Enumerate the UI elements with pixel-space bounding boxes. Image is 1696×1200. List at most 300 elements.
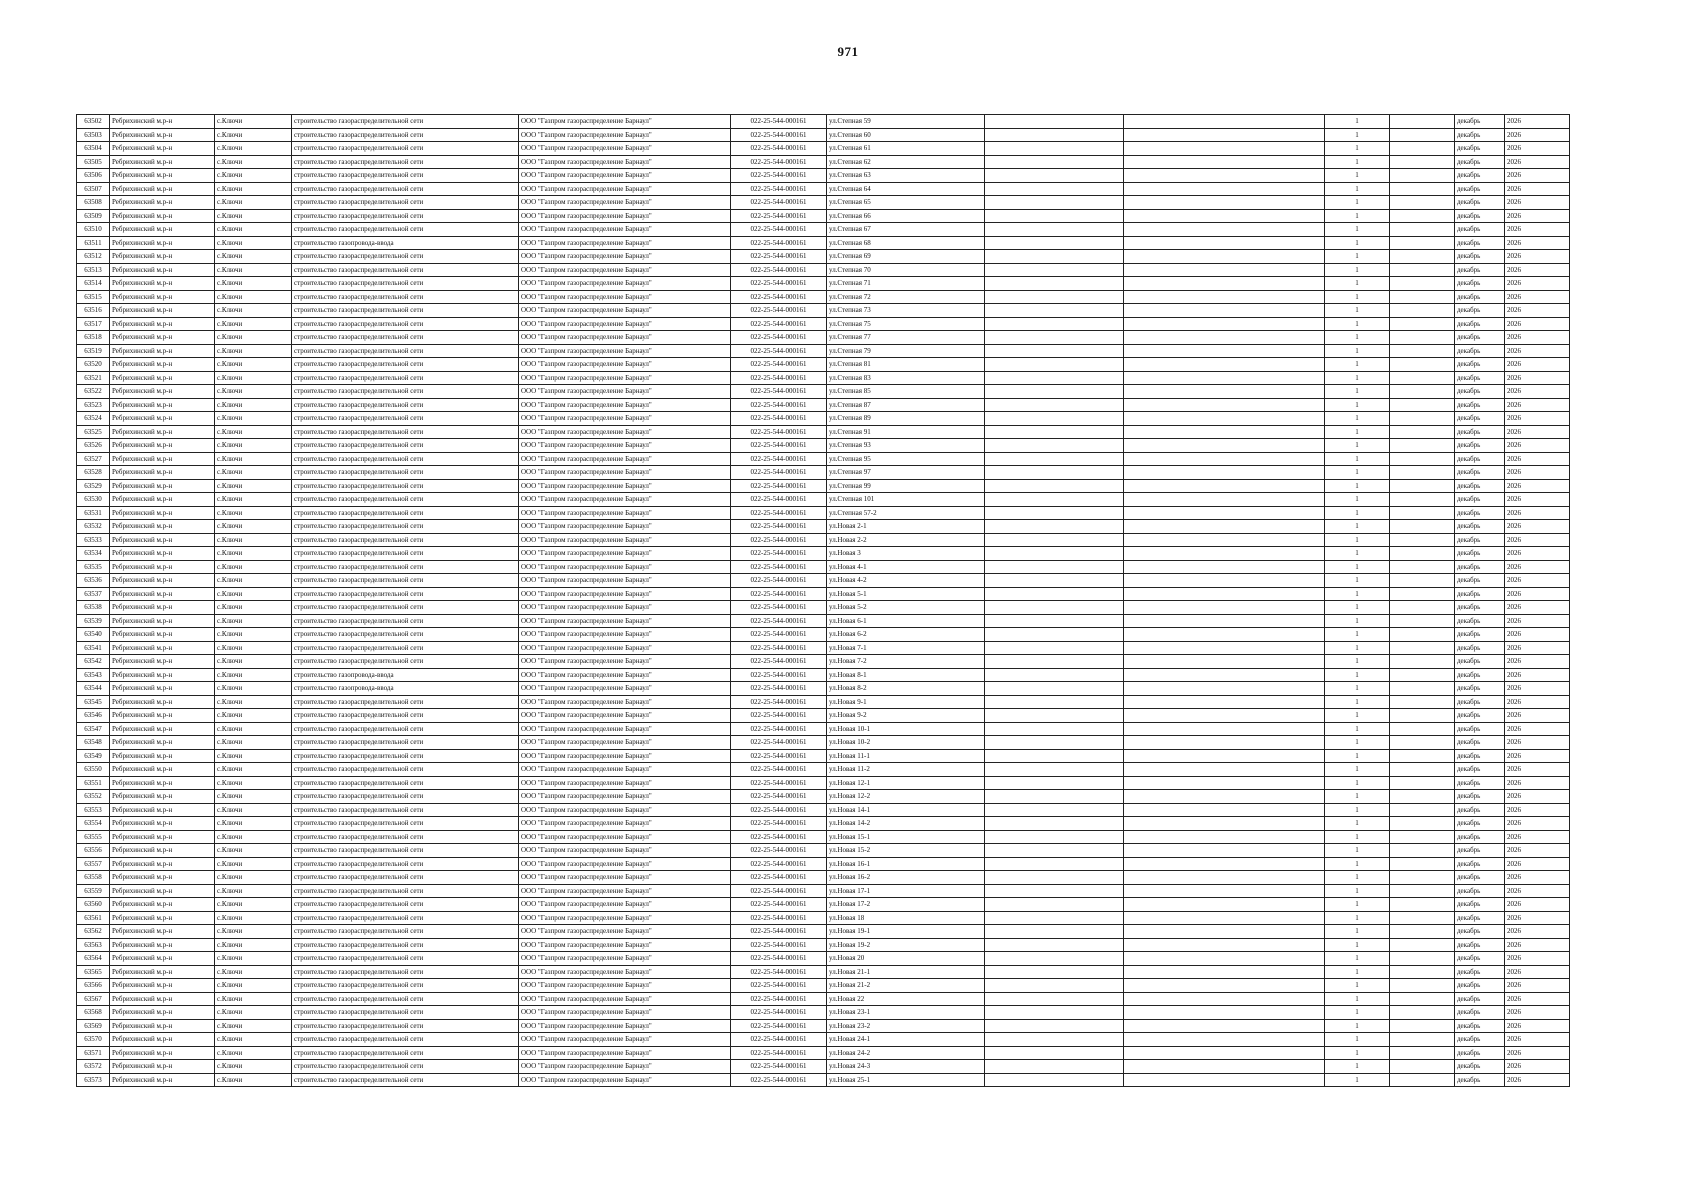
address-cell: ул.Новая 4-2 xyxy=(827,574,985,588)
organization-cell: ООО "Газпром газораспределение Барнаул" xyxy=(519,452,731,466)
empty-cell xyxy=(1124,1060,1325,1074)
quantity-cell: 1 xyxy=(1325,911,1390,925)
row-number-cell: 63553 xyxy=(77,803,110,817)
organization-cell: ООО "Газпром газораспределение Барнаул" xyxy=(519,439,731,453)
work-type-cell: строительство газораспределительной сети xyxy=(292,965,519,979)
month-cell: декабрь xyxy=(1455,479,1505,493)
code-cell: 022-25-544-000161 xyxy=(731,317,827,331)
empty-cell xyxy=(1124,574,1325,588)
table-row xyxy=(77,601,1570,615)
district-cell: Ребрихинский м.р-н xyxy=(110,641,215,655)
empty-cell xyxy=(1124,803,1325,817)
organization-cell: ООО "Газпром газораспределение Барнаул" xyxy=(519,830,731,844)
empty-cell xyxy=(985,344,1124,358)
work-type-cell: строительство газораспределительной сети xyxy=(292,763,519,777)
district-cell: Ребрихинский м.р-н xyxy=(110,992,215,1006)
quantity-cell: 1 xyxy=(1325,506,1390,520)
organization-cell: ООО "Газпром газораспределение Барнаул" xyxy=(519,209,731,223)
empty-cell xyxy=(1124,695,1325,709)
empty-cell xyxy=(1124,560,1325,574)
empty-cell xyxy=(1124,290,1325,304)
row-number-cell: 63531 xyxy=(77,506,110,520)
organization-cell: ООО "Газпром газораспределение Барнаул" xyxy=(519,628,731,642)
empty-cell xyxy=(1390,857,1455,871)
address-cell: ул.Степная 62 xyxy=(827,155,985,169)
district-cell: Ребрихинский м.р-н xyxy=(110,466,215,480)
district-cell: Ребрихинский м.р-н xyxy=(110,371,215,385)
row-number-cell: 63535 xyxy=(77,560,110,574)
empty-cell xyxy=(985,142,1124,156)
empty-cell xyxy=(1124,223,1325,237)
table-row xyxy=(77,466,1570,480)
quantity-cell: 1 xyxy=(1325,196,1390,210)
address-cell: ул.Степная 95 xyxy=(827,452,985,466)
row-number-cell: 63568 xyxy=(77,1006,110,1020)
empty-cell xyxy=(1390,911,1455,925)
settlement-cell: с.Ключи xyxy=(215,749,292,763)
year-cell: 2026 xyxy=(1505,695,1570,709)
code-cell: 022-25-544-000161 xyxy=(731,722,827,736)
empty-cell xyxy=(1124,412,1325,426)
address-cell: ул.Новая 14-1 xyxy=(827,803,985,817)
empty-cell xyxy=(985,628,1124,642)
empty-cell xyxy=(985,236,1124,250)
quantity-cell: 1 xyxy=(1325,668,1390,682)
settlement-cell: с.Ключи xyxy=(215,709,292,723)
work-type-cell: строительство газораспределительной сети xyxy=(292,155,519,169)
row-number-cell: 63528 xyxy=(77,466,110,480)
address-cell: ул.Степная 97 xyxy=(827,466,985,480)
table-row xyxy=(77,776,1570,790)
settlement-cell: с.Ключи xyxy=(215,452,292,466)
organization-cell: ООО "Газпром газораспределение Барнаул" xyxy=(519,979,731,993)
address-cell: ул.Новая 12-2 xyxy=(827,790,985,804)
month-cell: декабрь xyxy=(1455,763,1505,777)
month-cell: декабрь xyxy=(1455,844,1505,858)
address-cell: ул.Новая 16-2 xyxy=(827,871,985,885)
address-cell: ул.Степная 81 xyxy=(827,358,985,372)
work-type-cell: строительство газораспределительной сети xyxy=(292,844,519,858)
empty-cell xyxy=(1390,709,1455,723)
address-cell: ул.Новая 10-1 xyxy=(827,722,985,736)
settlement-cell: с.Ключи xyxy=(215,547,292,561)
empty-cell xyxy=(985,493,1124,507)
district-cell: Ребрихинский м.р-н xyxy=(110,898,215,912)
registry-rows xyxy=(77,115,1570,1087)
year-cell: 2026 xyxy=(1505,452,1570,466)
row-number-cell: 63512 xyxy=(77,250,110,264)
empty-cell xyxy=(985,277,1124,291)
empty-cell xyxy=(985,439,1124,453)
row-number-cell: 63538 xyxy=(77,601,110,615)
empty-cell xyxy=(1390,641,1455,655)
empty-cell xyxy=(1390,479,1455,493)
empty-cell xyxy=(985,898,1124,912)
settlement-cell: с.Ключи xyxy=(215,844,292,858)
empty-cell xyxy=(1390,952,1455,966)
quantity-cell: 1 xyxy=(1325,979,1390,993)
empty-cell xyxy=(1124,439,1325,453)
organization-cell: ООО "Газпром газораспределение Барнаул" xyxy=(519,317,731,331)
year-cell: 2026 xyxy=(1505,830,1570,844)
year-cell: 2026 xyxy=(1505,749,1570,763)
district-cell: Ребрихинский м.р-н xyxy=(110,398,215,412)
year-cell: 2026 xyxy=(1505,992,1570,1006)
month-cell: декабрь xyxy=(1455,641,1505,655)
code-cell: 022-25-544-000161 xyxy=(731,857,827,871)
year-cell: 2026 xyxy=(1505,358,1570,372)
settlement-cell: с.Ключи xyxy=(215,695,292,709)
work-type-cell: строительство газораспределительной сети xyxy=(292,1060,519,1074)
year-cell: 2026 xyxy=(1505,466,1570,480)
address-cell: ул.Новая 7-2 xyxy=(827,655,985,669)
address-cell: ул.Степная 61 xyxy=(827,142,985,156)
settlement-cell: с.Ключи xyxy=(215,1073,292,1087)
month-cell: декабрь xyxy=(1455,1046,1505,1060)
settlement-cell: с.Ключи xyxy=(215,304,292,318)
empty-cell xyxy=(985,412,1124,426)
code-cell: 022-25-544-000161 xyxy=(731,385,827,399)
month-cell: декабрь xyxy=(1455,142,1505,156)
district-cell: Ребрихинский м.р-н xyxy=(110,655,215,669)
address-cell: ул.Степная 73 xyxy=(827,304,985,318)
organization-cell: ООО "Газпром газораспределение Барнаул" xyxy=(519,304,731,318)
organization-cell: ООО "Газпром газораспределение Барнаул" xyxy=(519,277,731,291)
month-cell: декабрь xyxy=(1455,223,1505,237)
empty-cell xyxy=(1124,1046,1325,1060)
district-cell: Ребрихинский м.р-н xyxy=(110,884,215,898)
year-cell: 2026 xyxy=(1505,898,1570,912)
quantity-cell: 1 xyxy=(1325,992,1390,1006)
year-cell: 2026 xyxy=(1505,223,1570,237)
empty-cell xyxy=(1124,317,1325,331)
empty-cell xyxy=(1124,344,1325,358)
district-cell: Ребрихинский м.р-н xyxy=(110,911,215,925)
row-number-cell: 63566 xyxy=(77,979,110,993)
row-number-cell: 63556 xyxy=(77,844,110,858)
row-number-cell: 63546 xyxy=(77,709,110,723)
empty-cell xyxy=(1390,358,1455,372)
address-cell: ул.Новая 9-1 xyxy=(827,695,985,709)
address-cell: ул.Степная 101 xyxy=(827,493,985,507)
month-cell: декабрь xyxy=(1455,1006,1505,1020)
code-cell: 022-25-544-000161 xyxy=(731,965,827,979)
work-type-cell: строительство газораспределительной сети xyxy=(292,884,519,898)
month-cell: декабрь xyxy=(1455,614,1505,628)
empty-cell xyxy=(1390,587,1455,601)
organization-cell: ООО "Газпром газораспределение Барнаул" xyxy=(519,1060,731,1074)
quantity-cell: 1 xyxy=(1325,763,1390,777)
work-type-cell: строительство газораспределительной сети xyxy=(292,344,519,358)
year-cell: 2026 xyxy=(1505,817,1570,831)
quantity-cell: 1 xyxy=(1325,560,1390,574)
code-cell: 022-25-544-000161 xyxy=(731,790,827,804)
year-cell: 2026 xyxy=(1505,952,1570,966)
empty-cell xyxy=(985,479,1124,493)
organization-cell: ООО "Газпром газораспределение Барнаул" xyxy=(519,641,731,655)
empty-cell xyxy=(1390,1046,1455,1060)
district-cell: Ребрихинский м.р-н xyxy=(110,304,215,318)
address-cell: ул.Новая 6-1 xyxy=(827,614,985,628)
settlement-cell: с.Ключи xyxy=(215,668,292,682)
work-type-cell: строительство газораспределительной сети xyxy=(292,290,519,304)
district-cell: Ребрихинский м.р-н xyxy=(110,344,215,358)
year-cell: 2026 xyxy=(1505,803,1570,817)
year-cell: 2026 xyxy=(1505,965,1570,979)
empty-cell xyxy=(985,290,1124,304)
month-cell: декабрь xyxy=(1455,830,1505,844)
empty-cell xyxy=(1124,1073,1325,1087)
work-type-cell: строительство газопровода-ввода xyxy=(292,682,519,696)
month-cell: декабрь xyxy=(1455,358,1505,372)
year-cell: 2026 xyxy=(1505,857,1570,871)
empty-cell xyxy=(1124,790,1325,804)
month-cell: декабрь xyxy=(1455,695,1505,709)
quantity-cell: 1 xyxy=(1325,830,1390,844)
organization-cell: ООО "Газпром газораспределение Барнаул" xyxy=(519,385,731,399)
year-cell: 2026 xyxy=(1505,398,1570,412)
quantity-cell: 1 xyxy=(1325,641,1390,655)
table-row xyxy=(77,520,1570,534)
work-type-cell: строительство газораспределительной сети xyxy=(292,277,519,291)
year-cell: 2026 xyxy=(1505,250,1570,264)
row-number-cell: 63533 xyxy=(77,533,110,547)
empty-cell xyxy=(985,911,1124,925)
address-cell: ул.Новая 2-2 xyxy=(827,533,985,547)
address-cell: ул.Новая 8-2 xyxy=(827,682,985,696)
code-cell: 022-25-544-000161 xyxy=(731,911,827,925)
address-cell: ул.Новая 21-1 xyxy=(827,965,985,979)
address-cell: ул.Новая 11-1 xyxy=(827,749,985,763)
quantity-cell: 1 xyxy=(1325,1006,1390,1020)
work-type-cell: строительство газораспределительной сети xyxy=(292,371,519,385)
empty-cell xyxy=(985,722,1124,736)
district-cell: Ребрихинский м.р-н xyxy=(110,857,215,871)
table-row xyxy=(77,763,1570,777)
table-row xyxy=(77,182,1570,196)
quantity-cell: 1 xyxy=(1325,290,1390,304)
quantity-cell: 1 xyxy=(1325,263,1390,277)
code-cell: 022-25-544-000161 xyxy=(731,1073,827,1087)
empty-cell xyxy=(1124,182,1325,196)
empty-cell xyxy=(985,398,1124,412)
month-cell: декабрь xyxy=(1455,992,1505,1006)
empty-cell xyxy=(985,763,1124,777)
quantity-cell: 1 xyxy=(1325,614,1390,628)
work-type-cell: строительство газораспределительной сети xyxy=(292,830,519,844)
year-cell: 2026 xyxy=(1505,790,1570,804)
address-cell: ул.Степная 68 xyxy=(827,236,985,250)
row-number-cell: 63505 xyxy=(77,155,110,169)
year-cell: 2026 xyxy=(1505,196,1570,210)
organization-cell: ООО "Газпром газораспределение Барнаул" xyxy=(519,520,731,534)
empty-cell xyxy=(1390,277,1455,291)
code-cell: 022-25-544-000161 xyxy=(731,250,827,264)
table-row xyxy=(77,614,1570,628)
quantity-cell: 1 xyxy=(1325,115,1390,129)
empty-cell xyxy=(1390,533,1455,547)
month-cell: декабрь xyxy=(1455,398,1505,412)
quantity-cell: 1 xyxy=(1325,344,1390,358)
organization-cell: ООО "Газпром газораспределение Барнаул" xyxy=(519,223,731,237)
work-type-cell: строительство газораспределительной сети xyxy=(292,439,519,453)
address-cell: ул.Степная 67 xyxy=(827,223,985,237)
organization-cell: ООО "Газпром газораспределение Барнаул" xyxy=(519,871,731,885)
empty-cell xyxy=(1390,1060,1455,1074)
code-cell: 022-25-544-000161 xyxy=(731,614,827,628)
year-cell: 2026 xyxy=(1505,128,1570,142)
empty-cell xyxy=(1124,736,1325,750)
organization-cell: ООО "Газпром газораспределение Барнаул" xyxy=(519,1033,731,1047)
empty-cell xyxy=(1124,250,1325,264)
empty-cell xyxy=(1390,425,1455,439)
empty-cell xyxy=(985,992,1124,1006)
table-row xyxy=(77,655,1570,669)
month-cell: декабрь xyxy=(1455,493,1505,507)
month-cell: декабрь xyxy=(1455,290,1505,304)
organization-cell: ООО "Газпром газораспределение Барнаул" xyxy=(519,992,731,1006)
year-cell: 2026 xyxy=(1505,317,1570,331)
table-row xyxy=(77,628,1570,642)
row-number-cell: 63544 xyxy=(77,682,110,696)
district-cell: Ребрихинский м.р-н xyxy=(110,1019,215,1033)
address-cell: ул.Новая 23-2 xyxy=(827,1019,985,1033)
empty-cell xyxy=(1124,155,1325,169)
table-row xyxy=(77,817,1570,831)
month-cell: декабрь xyxy=(1455,722,1505,736)
work-type-cell: строительство газораспределительной сети xyxy=(292,506,519,520)
row-number-cell: 63534 xyxy=(77,547,110,561)
settlement-cell: с.Ключи xyxy=(215,533,292,547)
month-cell: декабрь xyxy=(1455,385,1505,399)
table-row xyxy=(77,979,1570,993)
settlement-cell: с.Ключи xyxy=(215,358,292,372)
district-cell: Ребрихинский м.р-н xyxy=(110,317,215,331)
year-cell: 2026 xyxy=(1505,871,1570,885)
code-cell: 022-25-544-000161 xyxy=(731,655,827,669)
empty-cell xyxy=(985,358,1124,372)
work-type-cell: строительство газораспределительной сети xyxy=(292,641,519,655)
organization-cell: ООО "Газпром газораспределение Барнаул" xyxy=(519,898,731,912)
code-cell: 022-25-544-000161 xyxy=(731,749,827,763)
empty-cell xyxy=(1390,844,1455,858)
code-cell: 022-25-544-000161 xyxy=(731,142,827,156)
code-cell: 022-25-544-000161 xyxy=(731,547,827,561)
organization-cell: ООО "Газпром газораспределение Барнаул" xyxy=(519,128,731,142)
year-cell: 2026 xyxy=(1505,277,1570,291)
year-cell: 2026 xyxy=(1505,911,1570,925)
empty-cell xyxy=(1124,142,1325,156)
district-cell: Ребрихинский м.р-н xyxy=(110,236,215,250)
empty-cell xyxy=(985,1046,1124,1060)
year-cell: 2026 xyxy=(1505,155,1570,169)
empty-cell xyxy=(1124,398,1325,412)
row-number-cell: 63504 xyxy=(77,142,110,156)
empty-cell xyxy=(985,965,1124,979)
row-number-cell: 63525 xyxy=(77,425,110,439)
settlement-cell: с.Ключи xyxy=(215,817,292,831)
work-type-cell: строительство газораспределительной сети xyxy=(292,317,519,331)
work-type-cell: строительство газораспределительной сети xyxy=(292,223,519,237)
table-row xyxy=(77,263,1570,277)
row-number-cell: 63557 xyxy=(77,857,110,871)
address-cell: ул.Степная 91 xyxy=(827,425,985,439)
empty-cell xyxy=(1390,128,1455,142)
quantity-cell: 1 xyxy=(1325,871,1390,885)
table-row xyxy=(77,1019,1570,1033)
row-number-cell: 63516 xyxy=(77,304,110,318)
district-cell: Ребрихинский м.р-н xyxy=(110,479,215,493)
month-cell: декабрь xyxy=(1455,169,1505,183)
month-cell: декабрь xyxy=(1455,587,1505,601)
district-cell: Ребрихинский м.р-н xyxy=(110,628,215,642)
empty-cell xyxy=(1390,344,1455,358)
quantity-cell: 1 xyxy=(1325,223,1390,237)
table-row xyxy=(77,439,1570,453)
organization-cell: ООО "Газпром газораспределение Барнаул" xyxy=(519,790,731,804)
month-cell: декабрь xyxy=(1455,250,1505,264)
empty-cell xyxy=(1390,142,1455,156)
work-type-cell: строительство газораспределительной сети xyxy=(292,358,519,372)
quantity-cell: 1 xyxy=(1325,236,1390,250)
empty-cell xyxy=(985,587,1124,601)
month-cell: декабрь xyxy=(1455,533,1505,547)
district-cell: Ребрихинский м.р-н xyxy=(110,331,215,345)
address-cell: ул.Новая 6-2 xyxy=(827,628,985,642)
settlement-cell: с.Ключи xyxy=(215,587,292,601)
quantity-cell: 1 xyxy=(1325,277,1390,291)
empty-cell xyxy=(1124,668,1325,682)
empty-cell xyxy=(1390,182,1455,196)
work-type-cell: строительство газораспределительной сети xyxy=(292,169,519,183)
work-type-cell: строительство газораспределительной сети xyxy=(292,142,519,156)
address-cell: ул.Степная 87 xyxy=(827,398,985,412)
month-cell: декабрь xyxy=(1455,965,1505,979)
month-cell: декабрь xyxy=(1455,682,1505,696)
organization-cell: ООО "Газпром газораспределение Барнаул" xyxy=(519,682,731,696)
year-cell: 2026 xyxy=(1505,547,1570,561)
month-cell: декабрь xyxy=(1455,776,1505,790)
code-cell: 022-25-544-000161 xyxy=(731,898,827,912)
empty-cell xyxy=(1390,371,1455,385)
year-cell: 2026 xyxy=(1505,385,1570,399)
quantity-cell: 1 xyxy=(1325,884,1390,898)
empty-cell xyxy=(1124,871,1325,885)
empty-cell xyxy=(985,196,1124,210)
code-cell: 022-25-544-000161 xyxy=(731,533,827,547)
code-cell: 022-25-544-000161 xyxy=(731,952,827,966)
organization-cell: ООО "Газпром газораспределение Барнаул" xyxy=(519,155,731,169)
district-cell: Ребрихинский м.р-н xyxy=(110,169,215,183)
district-cell: Ребрихинский м.р-н xyxy=(110,182,215,196)
organization-cell: ООО "Газпром газораспределение Барнаул" xyxy=(519,560,731,574)
month-cell: декабрь xyxy=(1455,938,1505,952)
district-cell: Ребрихинский м.р-н xyxy=(110,574,215,588)
month-cell: декабрь xyxy=(1455,736,1505,750)
empty-cell xyxy=(1390,223,1455,237)
empty-cell xyxy=(985,668,1124,682)
work-type-cell: строительство газораспределительной сети xyxy=(292,466,519,480)
organization-cell: ООО "Газпром газораспределение Барнаул" xyxy=(519,857,731,871)
empty-cell xyxy=(1390,493,1455,507)
empty-cell xyxy=(1390,1006,1455,1020)
table-row xyxy=(77,952,1570,966)
row-number-cell: 63562 xyxy=(77,925,110,939)
empty-cell xyxy=(985,115,1124,129)
code-cell: 022-25-544-000161 xyxy=(731,817,827,831)
table-row xyxy=(77,236,1570,250)
year-cell: 2026 xyxy=(1505,925,1570,939)
